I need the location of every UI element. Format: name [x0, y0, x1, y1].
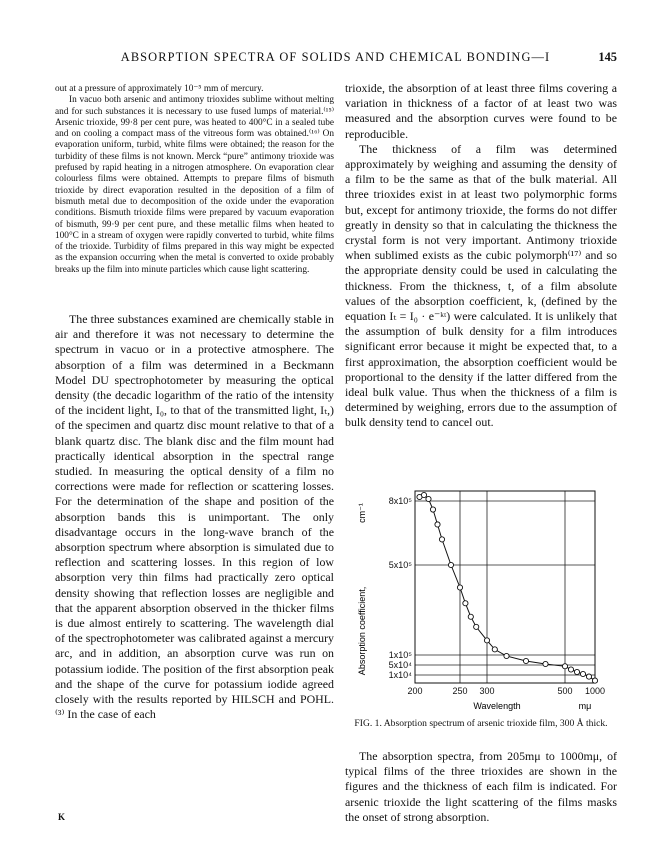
paragraph: trioxide, the absorption of at least three films covering a variation in thickness of a factor of at least two was measured and the absorption curves were found to be reproducible. — [345, 81, 617, 141]
left-column-body — [55, 312, 334, 722]
data-point — [574, 669, 579, 674]
data-point — [523, 658, 528, 663]
paragraph: The three substances examined are chemically stable in air and therefore it was not necessary to determine the spectrum in vacuo or in a protective atmosphere. The absorption of a film was determined in a Beckmann Model DU spectrophotometer by measuring the optical density (the decadic logarithm of the ratio of the intensity of the incident light, I₀, to that of the transmitted light, Iₜ,) of the specimen and quartz disc mount relative to that of a blank quartz disc. The blank disc and the film mount had practically identical absorption in the spectral range studied. In measuring the optical density of a film no corrections were made for reflection or scattering losses. For the determination of the shape and position of the absorption bands this is unimportant. The only disadvantage occurs in the long-wave branch of the absorption spectrum where absorption is simulated due to reflection and scattering losses. In this region of low absorption very thin films had practically zero optical density showing that reflection losses are negligible and that the apparent absorption observed in the thicker films is due almost entirely to scattering. The wavelength dial of the spectrophotometer was calibrated against a mercury arc, and in addition, an absorption curve was run on potassium iodide. The position of the first absorption peak and the shape of the curve for potassium iodide agreed closely with the results reported by HILSCH and POHL.⁽³⁾ In the case of each — [55, 312, 334, 722]
figure-chart — [345, 483, 615, 713]
x-tick-label: 1000 — [584, 686, 606, 696]
data-point — [421, 492, 426, 497]
paragraph: In vacuo both arsenic and antimony trioxides sublime without melting and for such substances it is necessary to use fused lumps of material.⁽¹⁵⁾ Arsenic trioxide, 99·8 per cent pure, was heated to 400°C in a sealed tube and on cooling a compact mass of the vitreous form was obtained.⁽¹⁶⁾ On evaporation uniform, turbid, white films were obtained; the reason for the turbidity of these films is not known. Merck “pure” antimony trioxide was prefused by rapid heating in a nitrogen atmosphere. On evaporation clear colourless films were obtained. Attempts to prepare films of bismuth trioxide by direct evaporation resulted in the deposition of a film of bismuth metal due to decomposition of the oxide under the evaporation conditions. Bismuth trioxide films were prepared by vacuum evaporation of bismuth, 99·9 per cent pure, and these metallic films when heated to 100°C in a stream of oxygen were rapidly converted to turbid, white films of the trioxide. Turbidity of films prepared in this way might be expected as the expansion occurring when the metal is converted to oxide probably breaks up the film into minute particles which cause light scattering. — [55, 95, 334, 275]
data-point — [468, 614, 473, 619]
absorption-chart — [345, 483, 615, 713]
chart-ticks — [389, 496, 605, 696]
right-column-body — [345, 81, 617, 431]
data-point — [457, 585, 462, 590]
paragraph: out at a pressure of approximately 10⁻⁵ mm of mercury. — [55, 84, 264, 94]
data-point — [586, 674, 591, 679]
x-axis-label: Wavelength — [473, 701, 521, 711]
y-tick-label: 8x10⁵ — [388, 496, 412, 506]
x-tick-label: 200 — [407, 686, 423, 696]
chart-series — [417, 492, 598, 683]
data-point — [492, 647, 497, 652]
data-point — [435, 522, 440, 527]
y-axis-unit: cm⁻¹ — [357, 503, 367, 523]
data-point — [474, 624, 479, 629]
running-header — [54, 50, 617, 66]
footer-mark: K — [58, 812, 66, 822]
x-tick-label: 250 — [452, 686, 468, 696]
x-tick-label: 500 — [557, 686, 573, 696]
x-axis-unit: mμ — [578, 701, 592, 711]
data-point — [543, 661, 548, 666]
running-title: ABSORPTION SPECTRA OF SOLIDS AND CHEMICAL BONDING—I — [120, 50, 551, 64]
x-tick-label: 300 — [479, 686, 495, 696]
data-point — [484, 638, 489, 643]
paragraph: The absorption spectra, from 205mμ to 1000mμ, of typical films of the three trioxides are shown in the figures and the thickness of each film is indicated. For arsenic trioxide the light scattering of the films masks the onset of strong absorption. — [345, 749, 617, 824]
figure-caption — [345, 718, 617, 730]
paragraph: The thickness of a film was determined approximately by weighing and assuming the density of a film to be the same as that of the bulk material. All three trioxides exist in at least two polymorphic forms but, except for antimony trioxide, the forms do not differ greatly in density so that in calculating the thickness the crystal form is not very important. Antimony trioxide when sublimed exists as the cubic polymorph⁽¹⁷⁾ and so the appropriate density could be used in calculating the thickness. From the thickness, t, of a film absolute values of the absorption coefficient, k, (defined by the equation Iₜ = I₀ · e⁻ᵏᵗ) were calculated. It is unlikely that the assumption of bulk density for a film introduces significant error because it might be expected that, to a first approximation, the absorption coefficient would be proportional to the density if the latter differed from the ideal bulk value. Thus when the thickness of a film is determined by weighing, errors due to the assumption of bulk density tend to cancel out. — [345, 141, 617, 430]
y-tick-label: 5x10⁵ — [388, 560, 412, 570]
right-column-body-bottom — [345, 749, 617, 825]
data-point — [448, 562, 453, 567]
data-point — [463, 601, 468, 606]
data-point — [426, 496, 431, 501]
data-point — [439, 537, 444, 542]
data-point — [430, 507, 435, 512]
data-point — [592, 678, 597, 683]
series-line — [420, 495, 596, 681]
caption-label: FIG. 1. — [354, 718, 382, 729]
left-column-smallprint — [55, 84, 334, 276]
data-point — [562, 664, 567, 669]
y-tick-label: 1x10⁵ — [388, 650, 412, 660]
y-tick-label: 1x10⁴ — [388, 670, 412, 680]
data-point — [504, 653, 509, 658]
y-axis-label: Absorption coefficient, — [357, 586, 367, 676]
y-tick-label: 5x10⁴ — [388, 660, 412, 670]
data-point — [568, 667, 573, 672]
caption-text: Absorption spectrum of arsenic trioxide film, 300 Å thick. — [383, 718, 608, 729]
page-number: 145 — [598, 50, 617, 64]
data-point — [580, 671, 585, 676]
